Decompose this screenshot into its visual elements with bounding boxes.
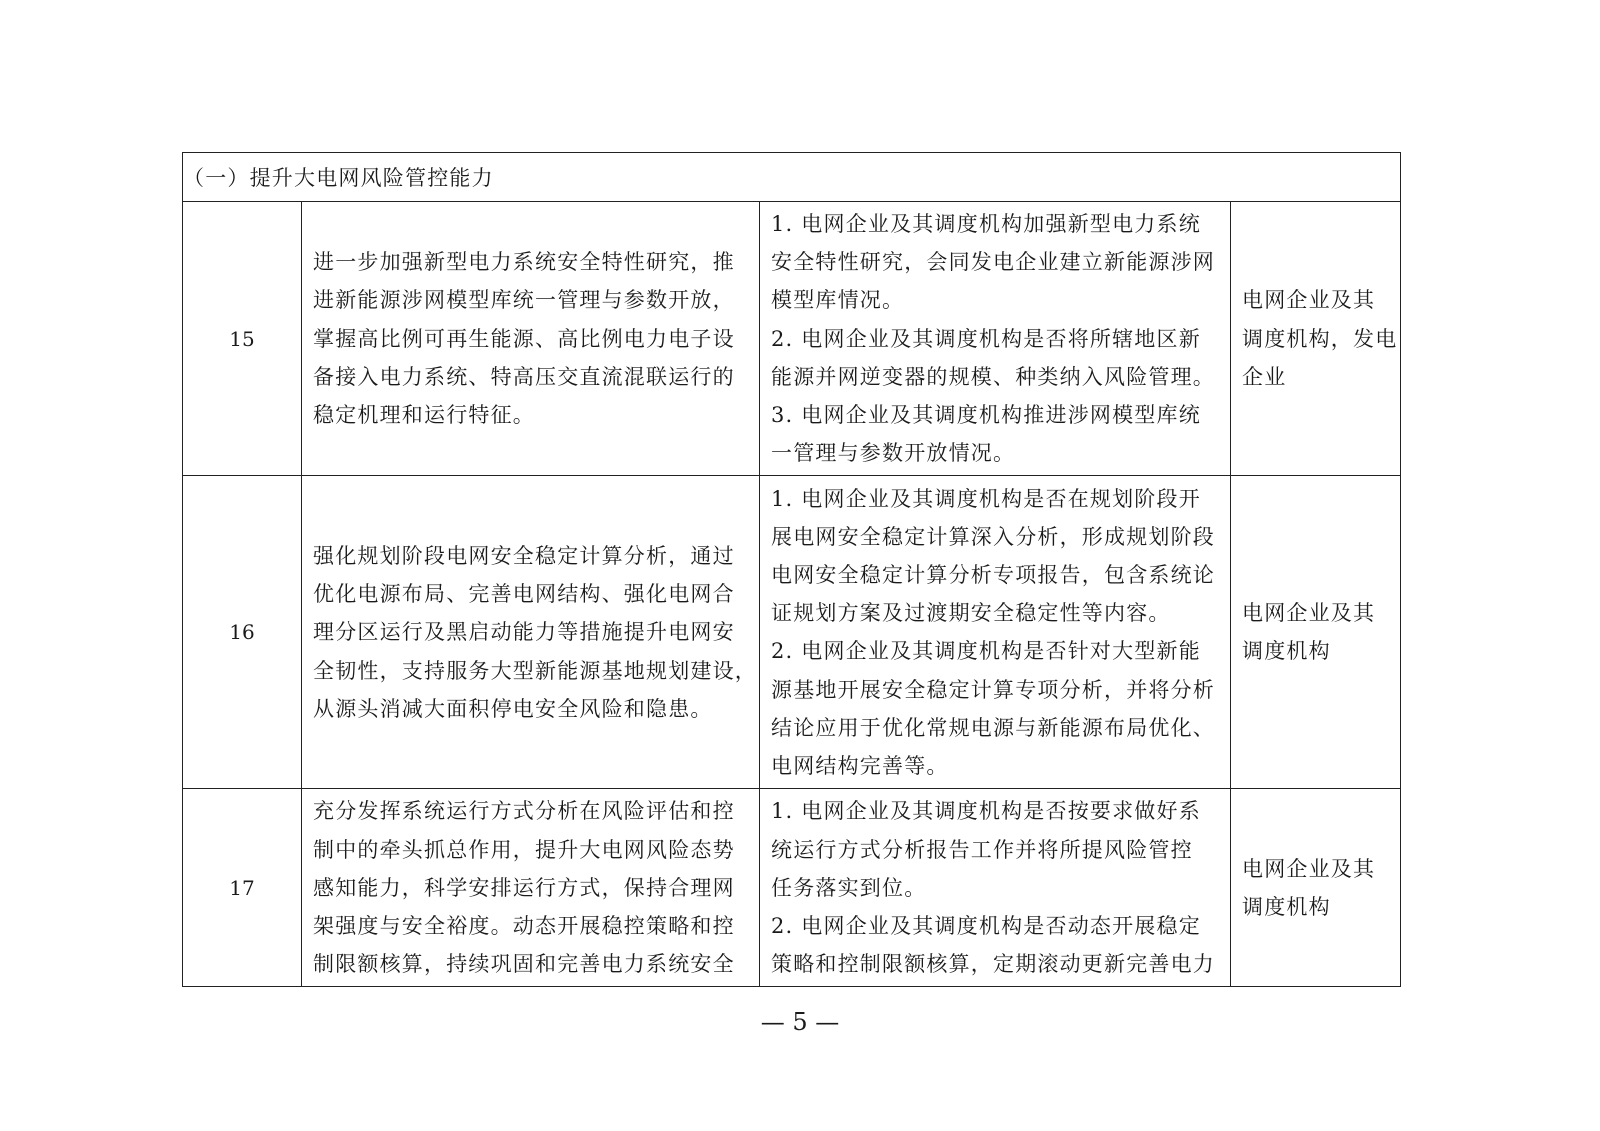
row-number: 16 (183, 476, 302, 789)
inspection-line: 证规划方案及过渡期安全稳定性等内容。 (771, 601, 1171, 626)
requirement-line: 进新能源涉网模型库统一管理与参数开放， (313, 288, 735, 313)
row-number: 15 (183, 202, 302, 476)
inspection-line: 2. 电网企业及其调度机构是否将所辖地区新 (771, 326, 1201, 351)
inspection-line: 源基地开展安全稳定计算专项分析，并将分析 (771, 677, 1215, 702)
requirement-line: 理分区运行及黑启动能力等措施提升电网安 (313, 620, 735, 645)
inspection-line: 展电网安全稳定计算深入分析，形成规划阶段 (771, 524, 1215, 549)
inspection-line: 电网结构完善等。 (771, 754, 949, 779)
inspection-line: 能源并网逆变器的规模、种类纳入风险管理。 (771, 364, 1215, 389)
inspection-line: 2. 电网企业及其调度机构是否针对大型新能 (771, 639, 1201, 664)
inspection-line: 3. 电网企业及其调度机构推进涉网模型库统 (771, 403, 1201, 428)
requirement-line: 架强度与安全裕度。动态开展稳控策略和控 (313, 914, 735, 939)
requirement-cell (302, 476, 760, 789)
responsible-line: 调度机构 (1242, 894, 1331, 919)
requirement-line: 全韧性，支持服务大型新能源基地规划建设， (313, 658, 757, 683)
requirement-cell (302, 202, 760, 476)
responsible-line: 电网企业及其 (1242, 288, 1376, 313)
responsible-line: 电网企业及其 (1242, 856, 1376, 881)
inspection-cell (760, 476, 1231, 789)
table-row (183, 202, 1401, 476)
section-title: （一）提升大电网风险管控能力 (183, 153, 1401, 202)
section-header-row (183, 153, 1401, 202)
requirement-line: 感知能力，科学安排运行方式，保持合理网 (313, 875, 735, 900)
table-row (183, 476, 1401, 789)
inspection-line: 安全特性研究，会同发电企业建立新能源涉网 (771, 250, 1215, 275)
responsible-cell (1231, 476, 1401, 789)
responsible-line: 调度机构，发电 (1242, 326, 1398, 351)
inspection-line: 1. 电网企业及其调度机构是否按要求做好系 (771, 799, 1201, 824)
page-number: — 5 — (760, 1008, 840, 1036)
requirement-line: 充分发挥系统运行方式分析在风险评估和控 (313, 799, 735, 824)
requirement-line: 制中的牵头抓总作用，提升大电网风险态势 (313, 837, 735, 862)
requirement-line: 稳定机理和运行特征。 (313, 403, 535, 428)
requirement-line: 强化规划阶段电网安全稳定计算分析，通过 (313, 543, 735, 568)
inspection-line: 结论应用于优化常规电源与新能源布局优化、 (771, 715, 1215, 740)
inspection-cell (760, 202, 1231, 476)
inspection-line: 2. 电网企业及其调度机构是否动态开展稳定 (771, 914, 1201, 939)
requirement-line: 备接入电力系统、特高压交直流混联运行的 (313, 364, 735, 389)
table-row (183, 789, 1401, 987)
responsible-cell (1231, 202, 1401, 476)
inspection-line: 电网安全稳定计算分析专项报告，包含系统论 (771, 563, 1215, 588)
responsible-line: 电网企业及其 (1242, 601, 1376, 626)
inspection-table (182, 152, 1401, 987)
inspection-line: 任务落实到位。 (771, 875, 927, 900)
inspection-cell (760, 789, 1231, 987)
responsible-cell (1231, 789, 1401, 987)
requirement-line: 从源头消减大面积停电安全风险和隐患。 (313, 696, 713, 721)
inspection-line: 一管理与参数开放情况。 (771, 441, 1016, 466)
inspection-line: 1. 电网企业及其调度机构加强新型电力系统 (771, 212, 1201, 236)
row-number: 17 (183, 789, 302, 987)
inspection-line: 1. 电网企业及其调度机构是否在规划阶段开 (771, 486, 1201, 511)
requirement-line: 进一步加强新型电力系统安全特性研究，推 (313, 250, 735, 275)
inspection-line: 模型库情况。 (771, 288, 905, 313)
requirement-line: 优化电源布局、完善电网结构、强化电网合 (313, 582, 735, 607)
requirement-cell (302, 789, 760, 987)
responsible-line: 企业 (1242, 364, 1287, 389)
inspection-line: 策略和控制限额核算，定期滚动更新完善电力 (771, 952, 1215, 977)
responsible-line: 调度机构 (1242, 639, 1331, 664)
requirement-line: 掌握高比例可再生能源、高比例电力电子设 (313, 326, 735, 351)
requirement-line: 制限额核算，持续巩固和完善电力系统安全 (313, 952, 735, 977)
inspection-line: 统运行方式分析报告工作并将所提风险管控 (771, 837, 1193, 862)
